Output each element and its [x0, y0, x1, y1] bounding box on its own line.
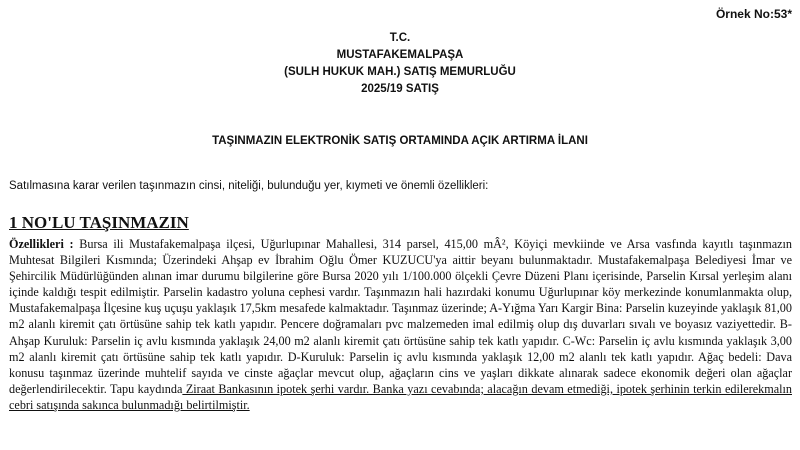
sample-number: Örnek No:53*: [715, 7, 792, 21]
intro-text: Satılmasına karar verilen taşınmazın cinsi, niteliği, bulunduğu yer, kıymeti ve önemli özellikleri:: [9, 180, 489, 192]
property-heading: 1 NO'LU TAŞINMAZIN: [9, 213, 189, 232]
announcement-title: TAŞINMAZIN ELEKTRONİK SATIŞ ORTAMINDA AÇIK ARTIRMA İLANI: [212, 135, 588, 147]
header-office-name: MUSTAFAKEMALPAŞA: [336, 49, 464, 61]
document-header: [0, 30, 800, 98]
features-text: Bursa ili Mustafakemalpaşa ilçesi, Uğurlupınar Mahallesi, 314 parsel, 415,00 mÂ², Köyiçi mevkiinde ve Arsa vasfında kayıtlı taşınmazın Muhtesat Bilgileri Kısmında; Üzerindeki Ahşap ev İbrahim Oğlu Ömer KUZUCU'ya aittir beyanı bulunmaktadır. Mustafakemalpaşa Belediyesi İmar ve Şehircilik Müdürlüğünden alınan imar durumu bilgilerine göre Bursa 2020 yılı 1/100.000 ölçekli Çevre Düzeni Planı içerisinde, Parselin Kırsal yerleşim alanı içinde kaldığı tespit edilmiştir. Parselin kadastro yoluna cephesi vardır. Taşınmazın hali hazırdaki konumu Uğurlupınar köy merkezinde konumlanmakta olup, Mustafakemalpaşa İlçesine kuş uçuşu yaklaşık 17,5km mesafede kalmaktadır. Taşınmaz üzerinde; A-Yığma Yarı Kargir Bina: Parselin kuzeyinde yaklaşık 81,00 m2 alanlı kiremit çatı örtüsüne sahip tek katlı yapıdır. Pencere doğramaları pvc malzemeden imal edilmiş olup dış duvarları sıvalı ve boyasız vaziyettedir. B-Ahşap Kuruluk: Parselin iç avlu kısmında yaklaşık 24,00 m2 alanlı kiremit çatı örtüsüne sahip tek katlı yapıdır. C-Wc: Parselin iç avlu kısmında yaklaşık 3,00 m2 alanlı kiremit çatı örtüsüne sahip tek katlı yapıdır. D-Kuruluk: Parselin iç avlu kısmında yaklaşık 12,00 m2 alanlı tek katlı yapıdır. Ağaç bedeli: Dava konusu taşınmaz üzerinde muhtelif sayıda ve cinste ağaçlar mevcut olup, ağaçların cins ve yaşları dikkate alınarak sadece ekonomik değeri olan ağaçlar değerlendirilecektir. Tapu kaydında: [9, 237, 792, 396]
header-office-unit: (SULH HUKUK MAH.) SATIŞ MEMURLUĞU: [284, 66, 516, 78]
features-label: Özellikleri :: [9, 237, 74, 251]
header-tc: T.C.: [389, 32, 411, 44]
header-case-number: 2025/19 SATIŞ: [361, 83, 439, 95]
property-features: [9, 236, 792, 413]
mortgage-note: Ziraat Bankasının ipotek şerhi vardır. Banka yazı cevabında; alacağın devam etmediği, ipotek şerhinin terkin edilerekmalın cebri satışında sakınca bulunmadığı belirtilmiştir.: [9, 381, 792, 412]
